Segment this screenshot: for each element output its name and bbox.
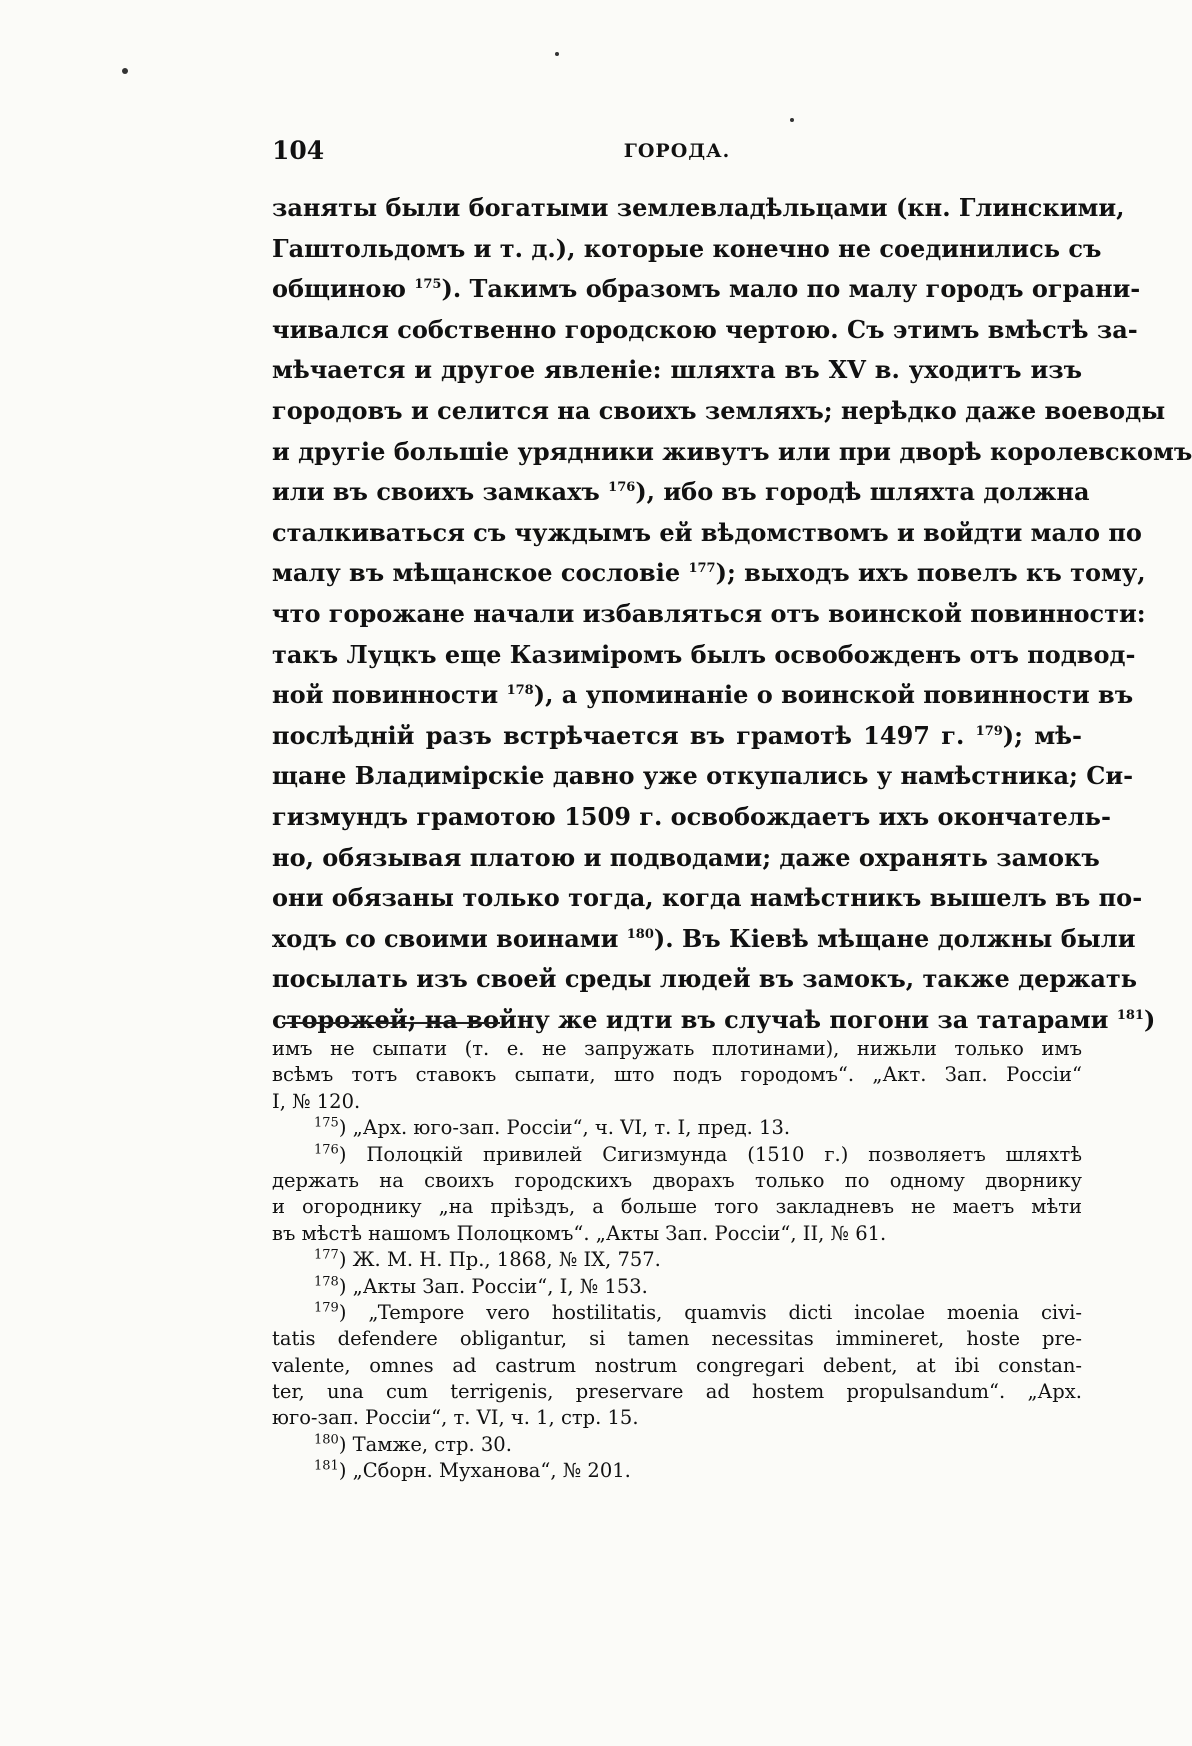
footnote-ref: 177 <box>688 561 716 577</box>
text-line: они обязаны только тогда, когда намѣстникъ вышелъ въ по- <box>272 883 1143 913</box>
text-line: Гаштольдомъ и т. д.), которые конечно не соединились съ <box>272 233 1102 263</box>
footnote-line: I, № 120. <box>272 1089 361 1113</box>
text-line: малу въ мѣщанское сословіе $^{177}$); выходъ ихъ повелъ къ тому, <box>272 558 1146 588</box>
footnote-ref: 176 <box>608 480 636 496</box>
text-line: чивался собственно городскою чертою. Съ этимъ вмѣстѣ за- <box>272 314 1138 344</box>
footnotes <box>272 1036 1082 1485</box>
footnote-divider <box>282 1022 500 1024</box>
scan-speck <box>555 52 559 56</box>
main-text <box>272 188 1192 1040</box>
text-line: щане Владимірскіе давно уже откупались у намѣстника; Си- <box>272 761 1134 791</box>
scan-speck <box>122 68 128 74</box>
text-line: послѣдній разъ встрѣчается въ грамотѣ 1497 г. $^{179}$); мѣ- <box>272 720 1082 750</box>
text-line: посылать изъ своей среды людей въ замокъ, также держать <box>272 964 1138 994</box>
footnote-line: всѣмъ тотъ ставокъ сыпати, што подъ городомъ“. „Акт. Зап. Россіи“ <box>272 1063 1082 1087</box>
text-line: но, обязывая платою и подводами; даже охранять замокъ <box>272 842 1100 872</box>
text-line: заняты были богатыми землевладѣльцами (кн. Глинскими, <box>272 193 1125 222</box>
text-line: что горожане начали избавляться отъ воинской повинности: <box>272 598 1146 628</box>
footnote-line: ter, una cum terrigenis, preservare ad hostem propulsandum“. „Арх. <box>272 1380 1082 1404</box>
footnote-179: $^{179}$) „Tempore vero hostilitatis, quamvis dicti incolae moenia civi- <box>314 1300 1082 1324</box>
text-line: сторожей; на войну же идти въ случаѣ погони за татарами $^{181}$) <box>272 1004 1156 1034</box>
text-line: ной повинности $^{178}$), а упоминаніе о воинской повинности въ <box>272 680 1134 710</box>
text-line: такъ Луцкъ еще Казиміромъ былъ освобожденъ отъ подвод- <box>272 639 1136 669</box>
footnote-181: $^{181}$) „Сборн. Муханова“, № 201. <box>314 1458 631 1483</box>
footnote-175: $^{175}$) „Арх. юго-зап. Россіи“, ч. VI, т. I, пред. 13. <box>314 1115 791 1140</box>
scan-speck <box>790 118 794 122</box>
footnote-ref: 178 <box>506 683 534 699</box>
footnote-176: $^{176}$) Полоцкій привилей Сигизмунда (1510 г.) позволяетъ шляхтѣ <box>314 1142 1082 1166</box>
footnote-178: $^{178}$) „Акты Зап. Россіи“, I, № 153. <box>314 1274 648 1298</box>
running-title: ГОРОДА. <box>623 140 731 162</box>
page-header <box>272 128 1082 168</box>
page-number: 104 <box>272 136 325 165</box>
text-line: гизмундъ грамотою 1509 г. освобождаетъ ихъ окончатель- <box>272 801 1111 831</box>
footnote-ref: 181 <box>1116 1007 1144 1023</box>
text-line: ходъ со своими воинами $^{180}$). Въ Кіевѣ мѣщане должны были <box>272 923 1136 953</box>
footnote-177: $^{177}$) Ж. М. Н. Пр., 1868, № IX, 757. <box>314 1247 661 1272</box>
footnote-line: valente, omnes ad castrum nostrum congregari debent, at ibi constan- <box>272 1353 1082 1377</box>
footnote-line: держать на своихъ городскихъ дворахъ только по одному дворнику <box>272 1168 1082 1192</box>
footnote-line: имъ не сыпати (т. е. не запружать плотинами), нижьли только имъ <box>272 1037 1082 1060</box>
footnote-line: въ мѣстѣ нашомъ Полоцкомъ“. „Акты Зап. Россіи“, II, № 61. <box>272 1221 887 1245</box>
footnote-line: и огороднику „на пріѣздъ, а больше того закладневъ не маетъ мѣти <box>272 1195 1082 1219</box>
text-line: городовъ и селится на своихъ земляхъ; нерѣдко даже воеводы <box>272 395 1166 425</box>
text-line: мѣчается и другое явленіе: шляхта въ XV в. уходитъ изъ <box>272 355 1082 385</box>
footnote-line: tatis defendere obligantur, si tamen necessitas immineret, hoste pre- <box>272 1327 1082 1351</box>
footnote-line: юго-зап. Россіи“, т. VI, ч. 1, стр. 15. <box>272 1406 639 1430</box>
footnote-ref: 179 <box>975 723 1003 739</box>
text-line: общиною $^{175}$). Такимъ образомъ мало по малу городъ ограни- <box>272 274 1141 304</box>
footnote-180: $^{180}$) Тамже, стр. 30. <box>314 1432 512 1456</box>
text-line: сталкиваться съ чуждымъ ей вѣдомствомъ и войдти мало по <box>272 517 1142 547</box>
footnote-ref: 175 <box>414 277 442 293</box>
footnote-ref: 180 <box>626 926 654 942</box>
text-line: и другіе большіе урядники живутъ или при дворѣ королевскомъ <box>272 436 1192 466</box>
text-line: или въ своихъ замкахъ $^{176}$), ибо въ городѣ шляхта должна <box>272 477 1090 507</box>
